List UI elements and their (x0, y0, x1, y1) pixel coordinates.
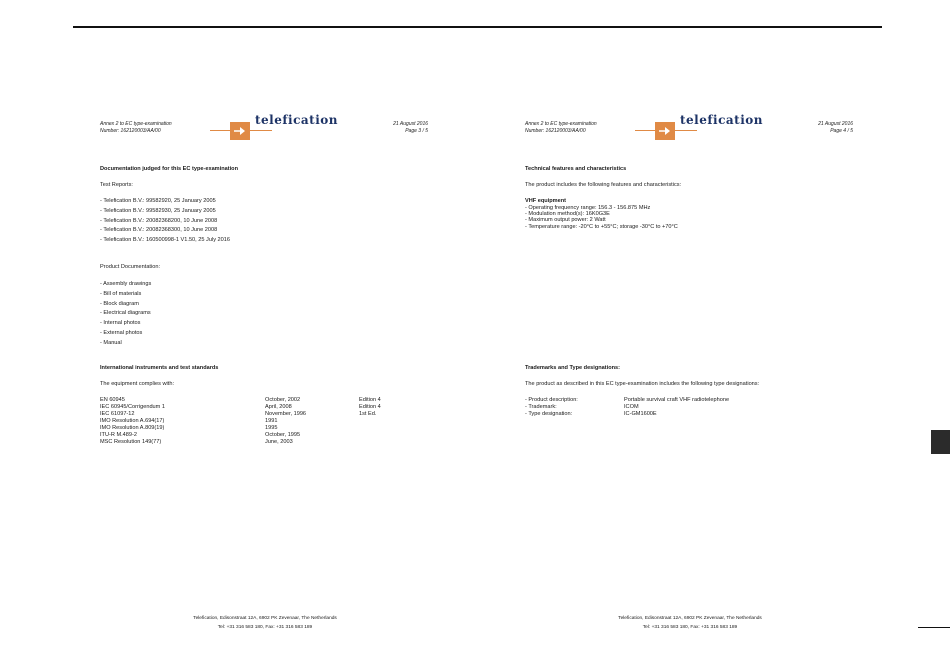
list-item: - Manual (100, 339, 122, 346)
standard-date: 1991 (265, 418, 278, 424)
page-footer (100, 614, 430, 632)
list-item: - Modulation method(s): 16K0G3E (525, 211, 610, 218)
test-reports-label: Test Reports: (100, 182, 133, 188)
designation-key: - Product description: (525, 397, 578, 403)
header-annex: Annex 2 to EC type-examination (100, 121, 172, 127)
standard-date: April, 2008 (265, 404, 292, 410)
list-item: - Temperature range: -20°C to +55°C; storage -30°C to +70°C (525, 223, 678, 230)
vhf-equipment-label: VHF equipment (525, 198, 567, 204)
standard-edition: 1st Ed. (359, 411, 377, 417)
standard-name: IMO Resolution A.694(17) (100, 418, 165, 424)
header-page-number: Page 3 / 5 (405, 127, 428, 134)
designation-key: - Type designation: (525, 411, 573, 417)
list-item: - Block diagram (100, 300, 139, 307)
standard-name: IEC 60945/Corrigendum 1 (100, 404, 165, 410)
top-rule (73, 26, 882, 28)
list-item: - External photos (100, 329, 143, 336)
header-annex: Annex 2 to EC type-examination (525, 121, 597, 127)
footer-address: Telefication, Edisonstraat 12A, 6902 PK Zevenaar, The Netherlands (618, 616, 762, 621)
standard-name: IMO Resolution A.809(19) (100, 425, 165, 431)
header-number: Number: 162120003/AA/00 (100, 127, 161, 134)
designation-value: Portable survival craft VHF radiotelephone (624, 397, 730, 403)
logo-text: telefication (680, 113, 764, 127)
logo-line-right (250, 130, 272, 131)
logo-line-right (675, 130, 697, 131)
header-right (818, 121, 853, 134)
list-item: - Telefication B.V.: 20082368200, 10 June 2008 (100, 217, 218, 224)
telefication-logo-icon (655, 122, 675, 140)
telefication-logo-icon (230, 122, 250, 140)
section-title-trademarks: Trademarks and Type designations: (525, 365, 621, 371)
list-item: - Maximum output power: 2 Watt (525, 217, 606, 224)
test-reports-list (100, 197, 230, 246)
designation-key: - Trademark: (525, 404, 557, 410)
list-item: - Telefication B.V.: 99582930, 25 January 2005 (100, 207, 216, 214)
standard-name: EN 60945 (100, 397, 125, 403)
header-page-number: Page 4 / 5 (830, 127, 853, 134)
header-right (393, 121, 428, 134)
page-header (100, 110, 430, 144)
vhf-features-list (525, 205, 678, 230)
list-item: - Telefication B.V.: 160500998-1 V1.50, 25 July 2016 (100, 237, 230, 244)
footer-phone: Tel: +31 316 583 180, Fax: +31 316 583 189 (642, 625, 738, 630)
bottom-right-rule (918, 627, 950, 628)
product-documentation-list (100, 280, 151, 349)
standard-edition: Edition 4 (359, 397, 381, 403)
list-item: - Operating frequency range: 156.3 - 156.875 MHz (525, 205, 651, 211)
footer-address: Telefication, Edisonstraat 12A, 6902 PK Zevenaar, The Netherlands (193, 616, 337, 621)
list-item: - Assembly drawings (100, 281, 152, 287)
header-left (525, 121, 597, 134)
section-title-standards: International instruments and test standards (100, 365, 219, 371)
logo-line-left (210, 130, 230, 131)
standard-name: IEC 61097-12 (100, 411, 135, 417)
designation-value: ICOM (624, 404, 639, 410)
list-item: - Bill of materials (100, 290, 142, 297)
header-date: 21 August 2016 (393, 121, 428, 127)
standard-date: June, 2003 (265, 439, 293, 445)
header-date: 21 August 2016 (818, 121, 853, 127)
footer-phone: Tel: +31 316 583 180, Fax: +31 316 583 189 (217, 625, 313, 630)
header-number: Number: 162120003/AA/00 (525, 127, 586, 134)
standard-date: 1995 (265, 425, 278, 431)
section-title-documentation: Documentation judged for this EC type-examination (100, 166, 238, 172)
designations-intro: The product as described in this EC type-examination includes the following type designations: (525, 381, 760, 387)
standard-name: ITU-R M.489-2 (100, 432, 137, 438)
chapter-tab-marker (931, 430, 950, 454)
list-item: - Internal photos (100, 320, 141, 327)
standard-date: November, 1996 (265, 411, 307, 417)
certificate-page-4 (525, 110, 855, 640)
standard-edition: Edition 4 (359, 404, 381, 410)
page-footer (525, 614, 855, 632)
logo-line-left (635, 130, 655, 131)
standard-name: MSC Resolution 149(77) (100, 439, 162, 445)
features-intro: The product includes the following features and characteristics: (525, 182, 682, 188)
list-item: - Electrical diagrams (100, 310, 151, 317)
complies-with-label: The equipment complies with: (100, 381, 174, 387)
certificate-page-3 (100, 110, 430, 640)
logo-text: telefication (255, 113, 339, 127)
header-left (100, 121, 172, 134)
product-documentation-label: Product Documentation: (100, 264, 161, 270)
standard-date: October, 2002 (265, 397, 301, 403)
page-header (525, 110, 855, 144)
list-item: - Telefication B.V.: 99582920, 25 January 2005 (100, 198, 216, 204)
list-item: - Telefication B.V.: 20082368300, 10 June 2008 (100, 227, 218, 234)
section-title-technical: Technical features and characteristics (525, 166, 627, 172)
designation-value: IC-GM1600E (624, 411, 657, 417)
standard-date: October, 1995 (265, 432, 301, 438)
